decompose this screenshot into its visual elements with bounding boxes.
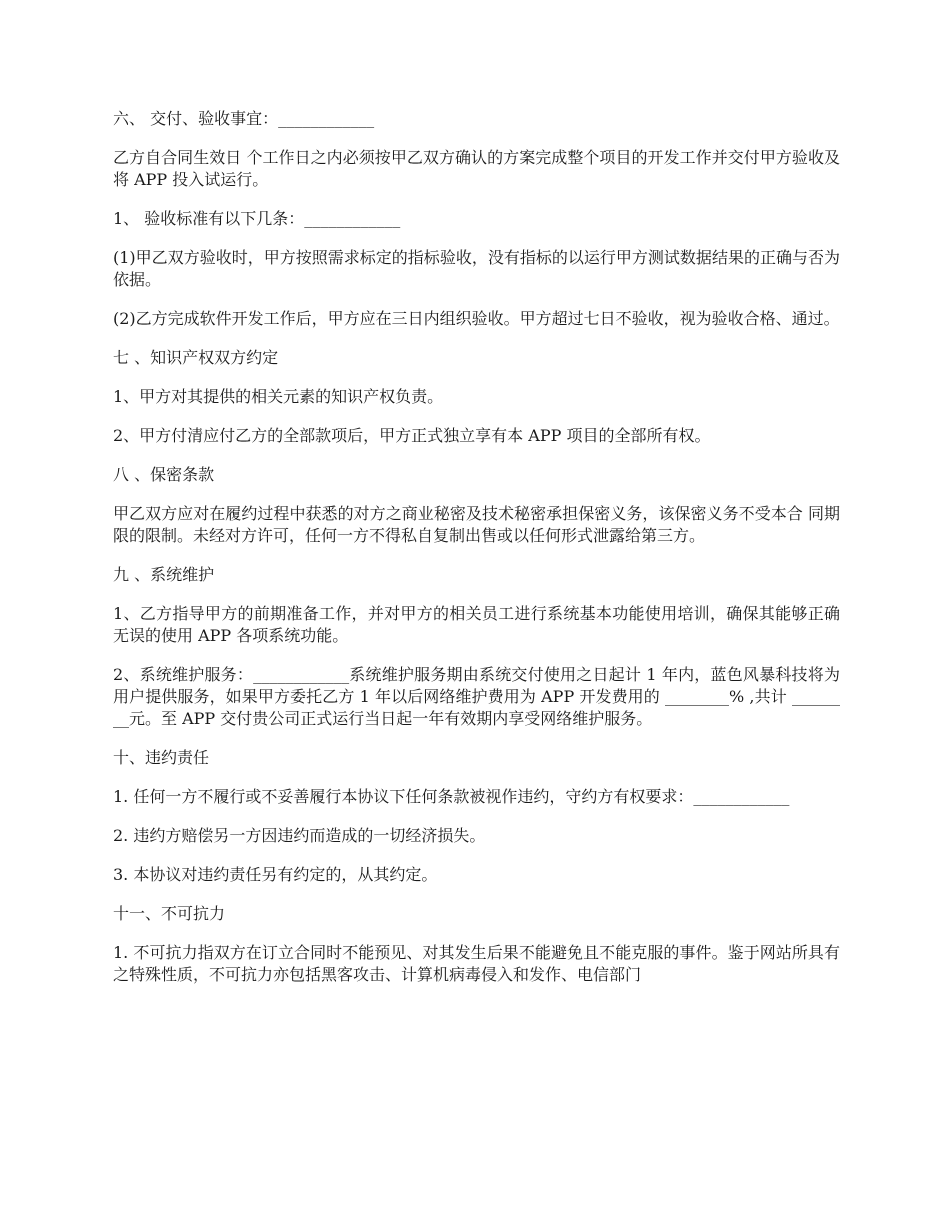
section-heading-ip: 七 、知识产权双方约定 (113, 348, 279, 367)
section-heading-liability: 十、违约责任 (113, 748, 210, 767)
section-heading-maintenance: 九 、系统维护 (113, 565, 215, 584)
paragraph-maintenance-1: 1、乙方指导甲方的前期准备工作，并对甲方的相关员工进行系统基本功能使用培训，确保其能够正确无误的使用 APP 各项系统功能。 (113, 604, 840, 645)
paragraph-liability-2: 2. 违约方赔偿另一方因违约而造成的一切经济损失。 (113, 826, 486, 845)
section-heading-force-majeure: 十一、不可抗力 (113, 904, 226, 923)
paragraph-liability-3: 3. 本协议对违约责任另有约定的，从其约定。 (113, 865, 438, 884)
paragraph-confidentiality: 甲乙双方应对在履约过程中获悉的对方之商业秘密及技术秘密承担保密义务，该保密义务不受本合 同期限的限制。未经对方许可，任何一方不得私自复制出售或以任何形式泄露给第三方。 (113, 504, 840, 545)
paragraph-acceptance-1: (1)甲乙双方验收时，甲方按照需求标定的指标验收，没有指标的以运行甲方测试数据结果的正确与否为依据。 (113, 248, 840, 289)
paragraph-liability-1: 1. 任何一方不履行或不妥善履行本协议下任何条款被视作违约，守约方有权要求：____________ (113, 787, 790, 806)
paragraph-ip-2: 2、甲方付清应付乙方的全部款项后，甲方正式独立享有本 APP 项目的全部所有权。 (113, 426, 711, 445)
paragraph-acceptance-2: (2)乙方完成软件开发工作后，甲方应在三日内组织验收。甲方超过七日不验收，视为验收合格、通过。 (113, 309, 840, 328)
paragraph-ip-1: 1、甲方对其提供的相关元素的知识产权负责。 (113, 387, 444, 406)
document-body (113, 108, 840, 1003)
clause-acceptance-criteria: 1、 验收标准有以下几条：____________ (113, 209, 401, 228)
paragraph-maintenance-2: 2、系统维护服务：____________系统维护服务期由系统交付使用之日起计 1 年内，蓝色风暴科技将为用户提供服务，如果甲方委托乙方 1 年以后网络维护费用为 APP 开发费用的 ________% ,共计 ________元。至 APP 交付贵公司正式运行当日起一年有效期内享受网络维护服务。 (113, 665, 840, 728)
paragraph-force-majeure-1: 1. 不可抗力指双方在订立合同时不能预见、对其发生后果不能避免且不能克服的事件。鉴于网站所具有之特殊性质，不可抗力亦包括黑客攻击、计算机病毒侵入和发作、电信部门 (113, 943, 840, 984)
section-heading-confidentiality: 八 、保密条款 (113, 465, 215, 484)
paragraph-delivery-terms: 乙方自合同生效日 个工作日之内必须按甲乙双方确认的方案完成整个项目的开发工作并交付甲方验收及将 APP 投入试运行。 (113, 148, 840, 189)
section-heading-delivery: 六、 交付、验收事宜：____________ (113, 109, 375, 128)
